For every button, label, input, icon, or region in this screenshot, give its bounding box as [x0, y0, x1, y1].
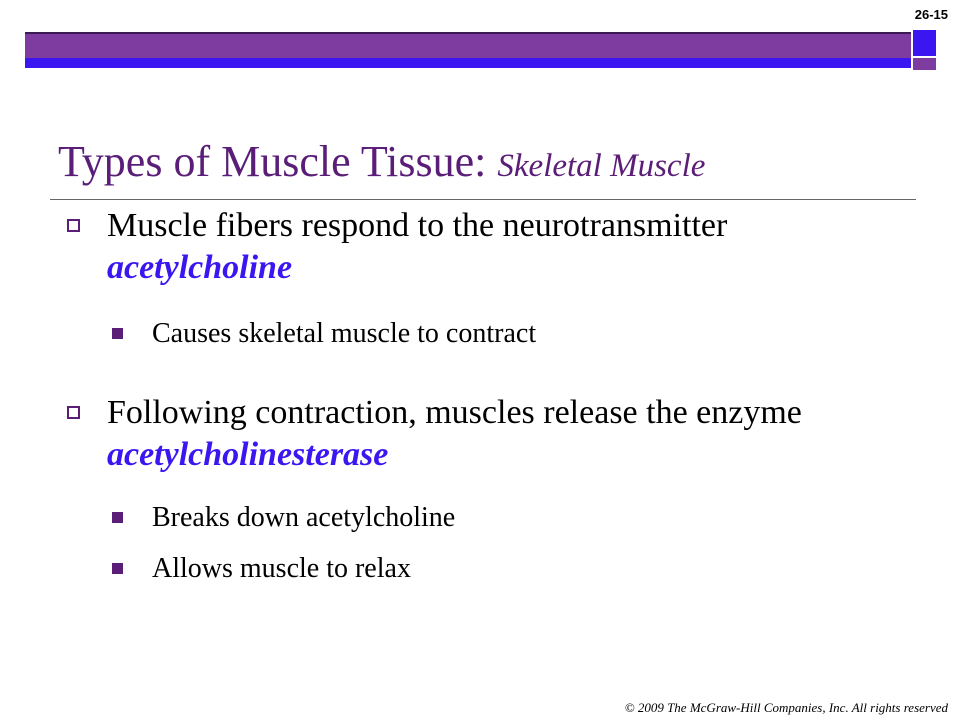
- bullet-1: [67, 205, 897, 289]
- bullet-1-body: Muscle fibers respond to the neurotransmitter: [107, 207, 728, 244]
- bullet-1-highlight: acetylcholine: [107, 249, 293, 286]
- sub-bullet-2-1: [112, 500, 455, 536]
- bullet-1-text: [67, 205, 897, 289]
- sub-bullet-2-2: [112, 551, 411, 587]
- filled-square-bullet-icon: [112, 328, 123, 339]
- header-band-purple-bar: [25, 32, 911, 58]
- sub-bullet-1-1: [112, 316, 536, 352]
- title-main: Types of Muscle Tissue:: [58, 137, 498, 186]
- header-band: [25, 30, 936, 72]
- title-subtitle: Skeletal Muscle: [497, 148, 706, 184]
- filled-square-bullet-icon: [112, 512, 123, 523]
- hollow-square-bullet-icon: [67, 406, 80, 419]
- header-band-blue-bar: [25, 58, 911, 68]
- header-band-blue-square: [913, 30, 936, 56]
- copyright-footer: © 2009 The McGraw-Hill Companies, Inc. All rights reserved: [624, 700, 948, 715]
- sub-bullet-2-1-text: Breaks down acetylcholine: [152, 502, 456, 533]
- bullet-2: [67, 392, 897, 476]
- sub-bullet-2-2-text: Allows muscle to relax: [152, 553, 411, 584]
- slide-number: 26-15: [914, 7, 948, 22]
- bullet-2-text: [67, 392, 897, 476]
- title-divider: [50, 199, 916, 200]
- hollow-square-bullet-icon: [67, 219, 80, 232]
- bullet-2-highlight: acetylcholinesterase: [107, 436, 389, 473]
- slide-title: [58, 136, 705, 187]
- filled-square-bullet-icon: [112, 563, 123, 574]
- sub-bullet-1-1-text: Causes skeletal muscle to contract: [152, 318, 537, 349]
- bullet-2-body: Following contraction, muscles release the enzyme: [107, 394, 802, 431]
- header-band-purple-square: [913, 58, 936, 70]
